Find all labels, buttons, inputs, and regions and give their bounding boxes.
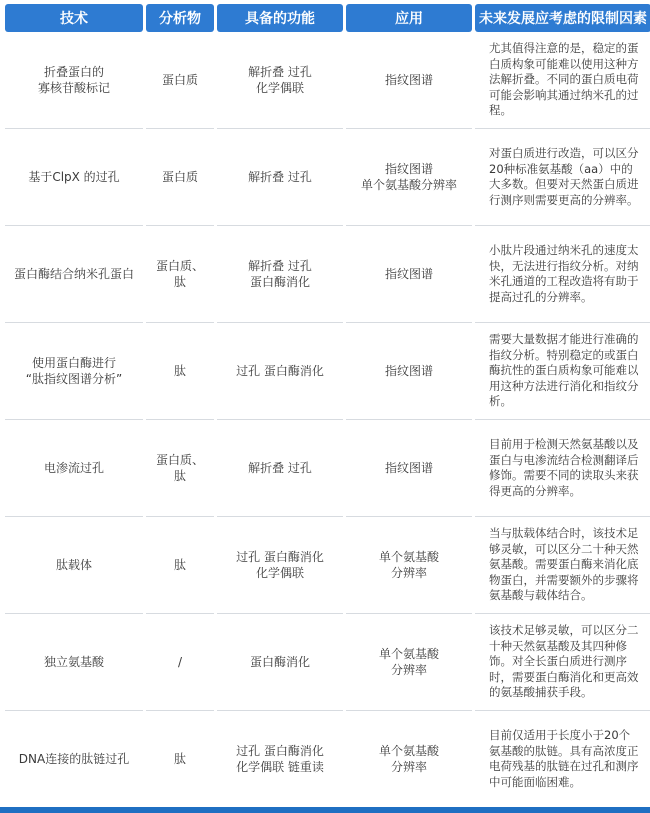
cell-tech: DNA连接的肽链过孔	[5, 710, 143, 807]
cell-analyte: 肽	[146, 710, 214, 807]
cell-application: 单个氨基酸 分辨率	[346, 516, 472, 613]
cell-function: 过孔 蛋白酶消化 化学偶联	[217, 516, 343, 613]
cell-limits: 小肽片段通过纳米孔的速度太快，无法进行指纹分析。对纳米孔通道的工程改造将有助于提高过孔的分辨率。	[475, 225, 650, 322]
cell-application: 指纹图谱	[346, 322, 472, 419]
cell-application: 指纹图谱	[346, 419, 472, 516]
comparison-table	[2, 4, 650, 807]
bottom-accent-bar	[0, 807, 650, 813]
cell-application: 指纹图谱	[346, 225, 472, 322]
cell-analyte: 肽	[146, 322, 214, 419]
cell-analyte: 蛋白质	[146, 128, 214, 225]
cell-limits: 对蛋白质进行改造，可以区分20种标准氨基酸（aa）中的大多数。但要对天然蛋白质进行测序则需要更高的分辨率。	[475, 128, 650, 225]
table-row	[5, 322, 650, 419]
cell-analyte: /	[146, 613, 214, 710]
cell-application: 单个氨基酸 分辨率	[346, 710, 472, 807]
cell-limits: 该技术足够灵敏，可以区分二十种天然氨基酸及其四种修饰。对全长蛋白质进行测序时，需要蛋白酶消化和更高效的氨基酸捕获手段。	[475, 613, 650, 710]
cell-limits: 目前用于检测天然氨基酸以及蛋白与电渗流结合检测翻译后修饰。需要不同的读取头来获得更高的分辨率。	[475, 419, 650, 516]
header-application: 应用	[346, 4, 472, 32]
cell-tech: 蛋白酶结合纳米孔蛋白	[5, 225, 143, 322]
cell-function: 解折叠 过孔 化学偶联	[248, 65, 312, 95]
cell-application: 指纹图谱 单个氨基酸分辨率	[346, 128, 472, 225]
table-row	[5, 710, 650, 807]
header-tech: 技术	[5, 4, 143, 32]
cell-tech: 使用蛋白酶进行 “肽指纹图谱分析”	[5, 322, 143, 419]
cell-analyte: 蛋白质、 肽	[146, 419, 214, 516]
header-limits: 未来发展应考虑的限制因素	[475, 4, 650, 32]
cell-limits: 尤其值得注意的是，稳定的蛋白质构象可能难以使用这种方法解折叠。不同的蛋白质电荷可能会影响其通过纳米孔的过程。	[489, 41, 639, 118]
cell-tech: 电渗流过孔	[5, 419, 143, 516]
cell-tech: 基于ClpX 的过孔	[5, 128, 143, 225]
cell-tech: 折叠蛋白的 寡核苷酸标记	[37, 65, 110, 95]
cell-limits: 当与肽载体结合时，该技术足够灵敏，可以区分二十种天然氨基酸。需要蛋白酶来消化底物蛋白，并需要额外的步骤将氨基酸与载体结合。	[475, 516, 650, 613]
cell-limits: 需要大量数据才能进行准确的指纹分析。特别稳定的或蛋白酶抗性的蛋白质构象可能难以用这种方法进行消化和指纹分析。	[475, 322, 650, 419]
cell-function: 蛋白酶消化	[217, 613, 343, 710]
cell-limits: 目前仅适用于长度小于20个氨基酸的肽链。具有高浓度正电荷残基的肽链在过孔和测序中可能面临困难。	[475, 710, 650, 807]
cell-analyte: 蛋白质	[161, 73, 198, 87]
cell-function: 解折叠 过孔	[217, 128, 343, 225]
cell-function: 解折叠 过孔	[217, 419, 343, 516]
header-function: 具备的功能	[217, 4, 343, 32]
table-row	[5, 516, 650, 613]
cell-function: 解折叠 过孔 蛋白酶消化	[217, 225, 343, 322]
cell-function: 过孔 蛋白酶消化 化学偶联 链重读	[217, 710, 343, 807]
table-row	[5, 128, 650, 225]
table-row	[5, 613, 650, 710]
cell-application: 指纹图谱	[384, 73, 433, 87]
cell-analyte: 蛋白质、 肽	[146, 225, 214, 322]
cell-application: 单个氨基酸 分辨率	[346, 613, 472, 710]
cell-analyte: 肽	[146, 516, 214, 613]
header-analyte: 分析物	[146, 4, 214, 32]
cell-function: 过孔 蛋白酶消化	[217, 322, 343, 419]
cell-tech: 肽载体	[5, 516, 143, 613]
table-row	[5, 419, 650, 516]
table-row	[5, 32, 650, 128]
table-body	[5, 32, 650, 807]
table-row	[5, 225, 650, 322]
cell-tech: 独立氨基酸	[5, 613, 143, 710]
header-row	[5, 4, 650, 32]
